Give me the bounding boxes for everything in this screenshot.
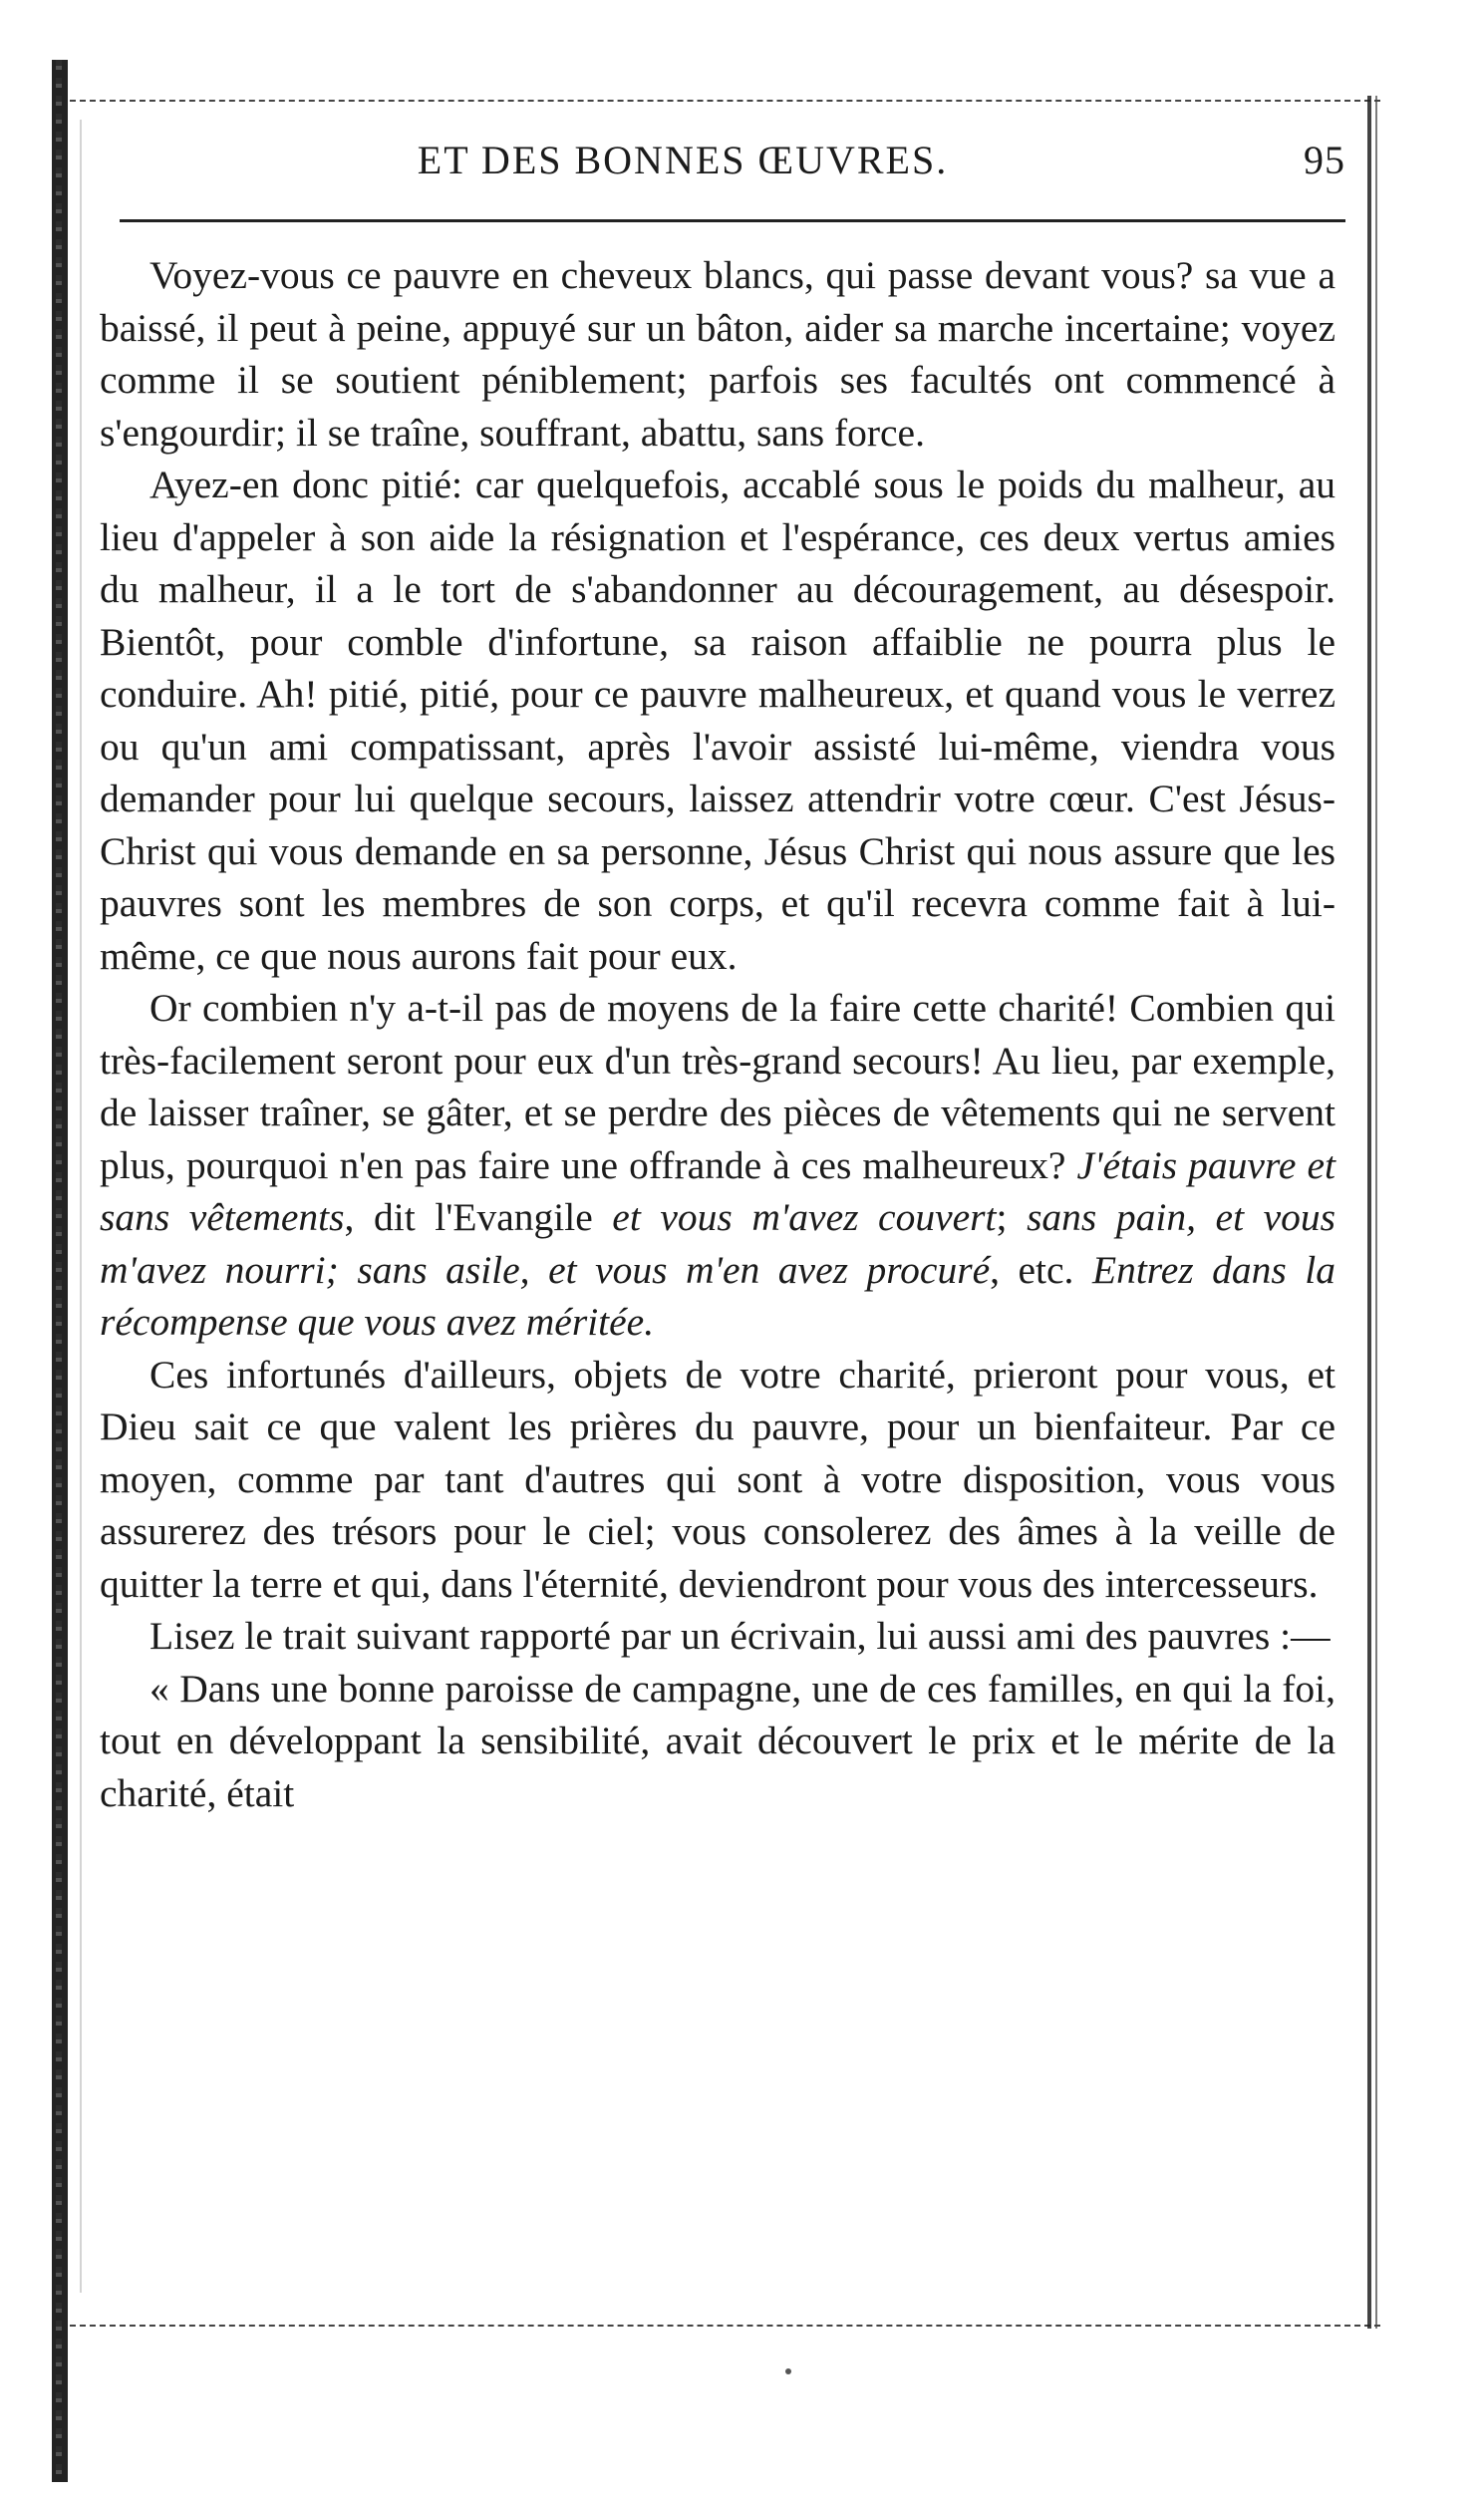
scan-speck	[785, 2368, 791, 2374]
paragraph-1: Voyez-vous ce pauvre en cheveux blancs, qui passe devant vous? sa vue a baissé, il peut à peine, appuyé sur un bâton, aider sa marche incertaine; voyez comme il se soutient péniblement; parfois ses facultés ont commencé à s'engourdir; il se traîne, souffrant, abattu, sans force.	[100, 253, 1336, 455]
paragraph-3-quote-c: sans pain, et vous m'avez nourri; sans asile, et vous m'en avez procuré	[100, 1195, 1336, 1292]
paragraph-4: Ces infortunés d'ailleurs, objets de votre charité, prieront pour vous, et Dieu sait ce que valent les prières du pauvre, pour un bienfaiteur. Par ce moyen, comme par tant d'autres qui sont à votre disposition, vous vous assurerez des trésors pour le ciel; vous consolerez des âmes à la veille de quitter la terre et qui, dans l'éternité, deviendront pour vous des intercesseurs.	[100, 1352, 1336, 1606]
running-title: ET DES BONNES ŒUVRES.	[417, 137, 949, 182]
page-frame-right-rule	[1367, 96, 1371, 2329]
paragraph-3-quote-d: Entrez dans la récompense que vous avez méritée.	[100, 1247, 1336, 1344]
header-rule	[120, 219, 1345, 222]
paragraph-6: « Dans une bonne paroisse de campagne, une de ces familles, en qui la foi, tout en développant la sensibilité, avait découvert le prix et le mérite de la charité, était	[100, 1666, 1336, 1815]
page-frame-left-rule	[80, 120, 82, 2293]
paragraph-3-quote-a: J'étais pauvre et sans vêtements	[100, 1142, 1336, 1239]
paragraph-3-text-b: , dit l'Evangile	[344, 1195, 613, 1239]
scan-edge	[52, 60, 68, 2482]
paragraph-3-text-a: Or combien n'y a-t-il pas de moyens de la faire cette charité! Combien qui très-facilement seront pour eux d'un très-grand secours! Au lieu, par exemple, de laisser traîner, se gâter, et se perdre des pièces de vêtements qui ne servent plus, pourquoi n'en pas faire une offrande à ces malheureux?	[100, 986, 1336, 1187]
running-header	[100, 130, 1345, 189]
paragraph-5: Lisez le trait suivant rapporté par un écrivain, lui aussi ami des pauvres :—	[149, 1614, 1331, 1658]
paragraph-3-text-c: ;	[996, 1195, 1028, 1239]
page-frame-right-rule-inner	[1375, 96, 1377, 2329]
body-text	[100, 249, 1336, 1819]
paragraph-3	[100, 982, 1336, 1349]
paragraph-3-quote-b: et vous m'avez couvert	[612, 1195, 997, 1239]
paragraph-2: Ayez-en donc pitié: car quelquefois, accablé sous le poids du malheur, au lieu d'appeler à son aide la résignation et l'espérance, ces deux vertus amies du malheur, il a le tort de s'abandonner au découragement, au désespoir. Bientôt, pour comble d'infortune, sa raison affaiblie ne pourra plus le conduire. Ah! pitié, pitié, pour ce pauvre malheureux, et quand vous le verrez ou qu'un ami compatissant, après l'avoir assisté lui-même, viendra vous demander pour lui quelque secours, laissez attendrir votre cœur. C'est Jésus-Christ qui vous demande en sa personne, Jésus Christ qui nous assure que les pauvres sont les membres de son corps, et qu'il recevra comme fait à lui-même, ce que nous aurons fait pour eux.	[100, 463, 1336, 978]
paragraph-3-text-d: , etc.	[990, 1247, 1092, 1292]
page-number: 95	[1304, 137, 1345, 182]
